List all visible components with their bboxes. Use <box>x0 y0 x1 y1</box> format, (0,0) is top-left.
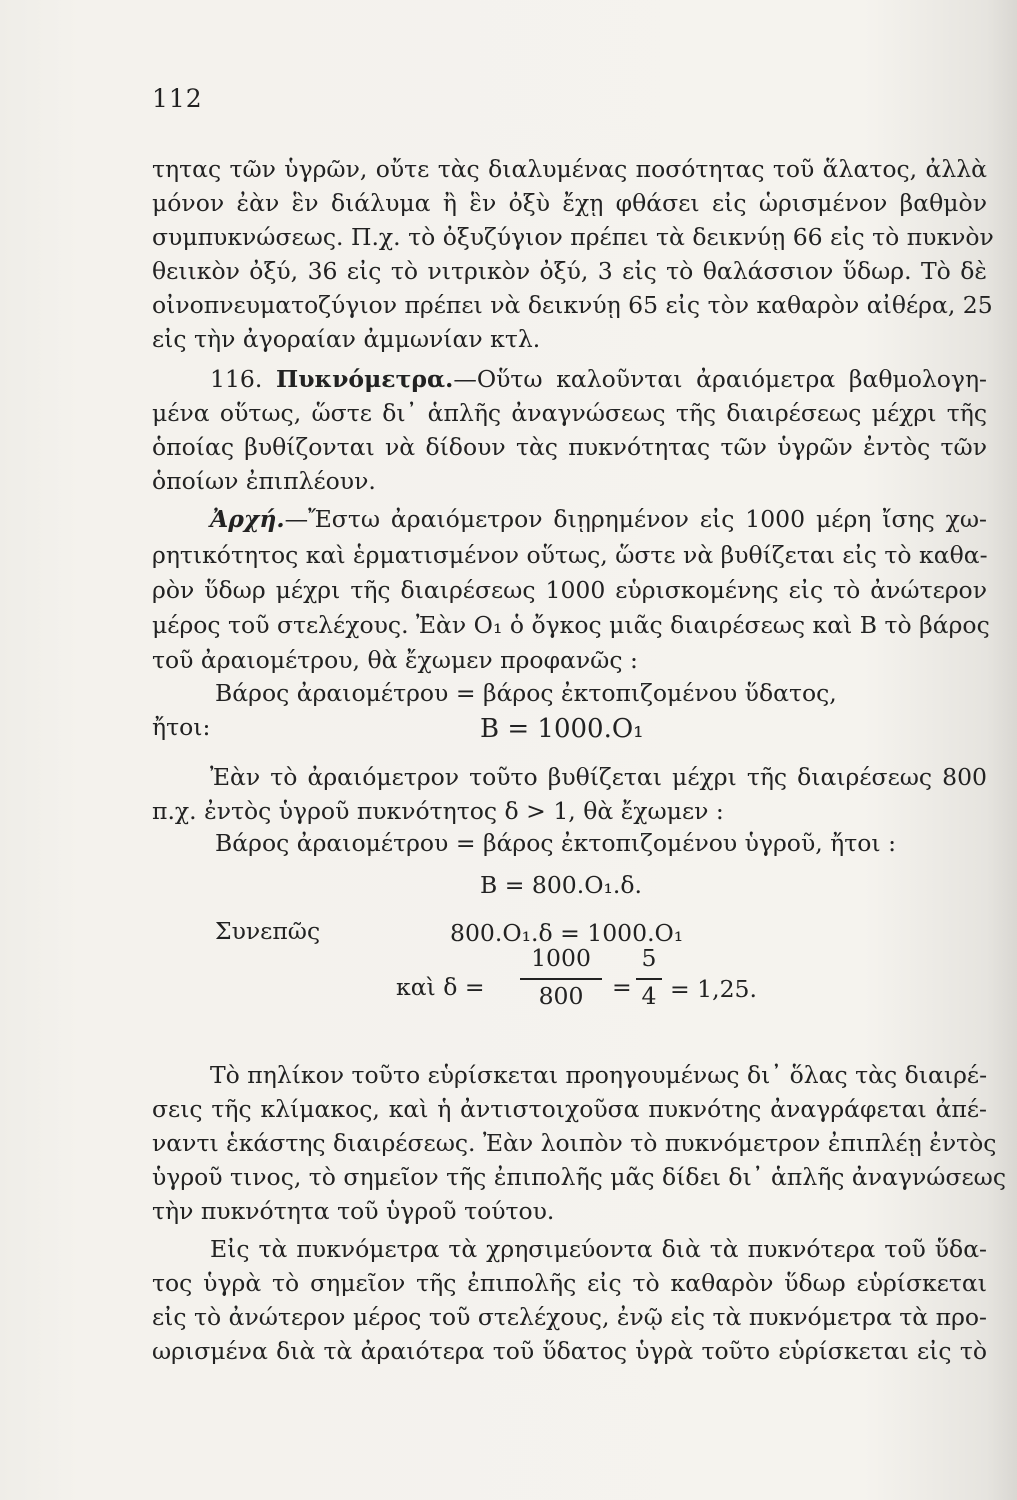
text-line: Ἐὰν τὸ ἀραιόμετρον τοῦτο βυθίζεται μέχρι τῆς διαιρέσεως 800 <box>210 763 987 791</box>
section-title: Πυκνόμετρα. <box>276 365 454 393</box>
text-line: ὑγροῦ τινος, τὸ σημεῖον τῆς ἐπιπολῆς μᾶς δίδει δι᾿ ἁπλῆς ἀναγνώσεως <box>152 1163 1006 1191</box>
text-line: θειικὸν ὀξύ, 36 εἰς τὸ νιτρικὸν ὀξύ, 3 εἰς τὸ θαλάσσιον ὕδωρ. Τὸ δὲ <box>152 257 987 285</box>
equation-6-prefix: καὶ δ = <box>396 973 485 1001</box>
equation-2: Β = 1000.Ο₁ <box>480 714 644 744</box>
text-line: Εἰς τὰ πυκνόμετρα τὰ χρησιμεύοντα διὰ τὰ πυκνότερα τοῦ ὕδα- <box>210 1235 987 1263</box>
text-line: τοῦ ἀραιομέτρου, θὰ ἔχωμεν προφανῶς : <box>152 646 638 674</box>
text-line: π.χ. ἐντὸς ὑγροῦ πυκνότητος δ > 1, θὰ ἔχωμεν : <box>152 797 724 825</box>
text-line: σεις τῆς κλίμακος, καὶ ἡ ἀντιστοιχοῦσα πυκνότης ἀναγράφεται ἀπέ- <box>152 1095 987 1123</box>
text-line: συμπυκνώσεως. Π.χ. τὸ ὀξυζύγιον πρέπει τὰ δεικνύῃ 66 εἰς τὸ πυκνὸν <box>152 223 994 251</box>
equation-3: Βάρος ἀραιομέτρου = βάρος ἐκτοπιζομένου ὑγροῦ, ἤτοι : <box>215 829 897 857</box>
text-line: μέρος τοῦ στελέχους. Ἐὰν Ο₁ ὁ ὄγκος μιᾶς διαιρέσεως καὶ Β τὸ βάρος <box>152 611 990 639</box>
text-line: ρητικότητος καὶ ἑρματισμένον οὕτως, ὥστε νὰ βυθίζεται εἰς τὸ καθα- <box>152 541 988 569</box>
equation-5-prefix: Συνεπῶς <box>215 917 321 945</box>
page-number: 112 <box>152 84 203 113</box>
text-line: ρὸν ὕδωρ μέχρι τῆς διαιρέσεως 1000 εὑρισκομένης εἰς τὸ ἀνώτερον <box>152 576 987 604</box>
equation-4: Β = 800.Ο₁.δ. <box>480 871 642 899</box>
text-line: εἰς τὴν ἀγοραίαν ἀμμωνίαν κτλ. <box>152 325 541 353</box>
text-line: Τὸ πηλίκον τοῦτο εὑρίσκεται προηγουμένως δι᾿ ὅλας τὰς διαιρέ- <box>210 1061 988 1089</box>
principle-first-line: —Ἔστω ἀραιόμετρον διῃρημένον εἰς 1000 μέρη ἴσης χω- <box>284 505 987 533</box>
section-first-line: —Οὕτω καλοῦνται ἀραιόμετρα βαθμολογη- <box>453 365 987 393</box>
fraction-1-denominator: 800 <box>538 982 584 1010</box>
text-line: ὁποίας βυθίζονται νὰ δίδουν τὰς πυκνότητας τῶν ὑγρῶν ἐντὸς τῶν <box>152 433 987 461</box>
text-line: τος ὑγρὰ τὸ σημεῖον τῆς ἐπιπολῆς εἰς τὸ καθαρὸν ὕδωρ εὑρίσκεται <box>152 1269 987 1297</box>
fraction-2-denominator: 4 <box>641 982 657 1010</box>
text-line: τητας τῶν ὑγρῶν, οὔτε τὰς διαλυμένας ποσότητας τοῦ ἅλατος, ἀλλὰ <box>152 155 987 183</box>
text-line: μόνον ἐὰν ἓν διάλυμα ἢ ἓν ὀξὺ ἔχῃ φθάσει εἰς ὡρισμένον βαθμὸν <box>152 189 987 217</box>
equation-6-end: = 1,25. <box>670 975 757 1003</box>
text-line: τὴν πυκνότητα τοῦ ὑγροῦ τούτου. <box>152 1197 555 1225</box>
equation-5: 800.Ο₁.δ = 1000.Ο₁ <box>450 919 684 947</box>
equation-6-mid: = <box>612 973 632 1001</box>
fraction-1-bar <box>520 978 602 980</box>
text-line: εἰς τὸ ἀνώτερον μέρος τοῦ στελέχους, ἐνῷ εἰς τὰ πυκνόμετρα τὰ προ- <box>152 1303 987 1331</box>
equation-1: Βάρος ἀραιομέτρου = βάρος ἐκτοπιζομένου ὕδατος, <box>215 679 837 707</box>
text-line: ναντι ἑκάστης διαιρέσεως. Ἐὰν λοιπὸν τὸ πυκνόμετρον ἐπιπλέῃ ἐντὸς <box>152 1129 997 1157</box>
fraction-1-numerator: 1000 <box>531 944 591 972</box>
section-number: 116. <box>210 365 263 393</box>
text-line: ὁποίων ἐπιπλέουν. <box>152 467 376 495</box>
text-line: οἰνοπνευματοζύγιον πρέπει νὰ δεικνύῃ 65 εἰς τὸν καθαρὸν αἰθέρα, 25 <box>152 291 993 319</box>
section-heading-line <box>210 364 987 394</box>
fraction-2-bar <box>636 978 662 980</box>
equation-2-prefix: ἤτοι: <box>152 713 211 741</box>
principle-heading-line <box>210 504 987 534</box>
principle-label: Ἀρχή. <box>210 505 285 533</box>
fraction-2-numerator: 5 <box>641 944 657 972</box>
text-line: ωρισμένα διὰ τὰ ἀραιότερα τοῦ ὕδατος ὑγρὰ τοῦτο εὑρίσκεται εἰς τὸ <box>152 1337 987 1365</box>
text-line: μένα οὕτως, ὥστε δι᾿ ἁπλῆς ἀναγνώσεως τῆς διαιρέσεως μέχρι τῆς <box>152 399 987 427</box>
